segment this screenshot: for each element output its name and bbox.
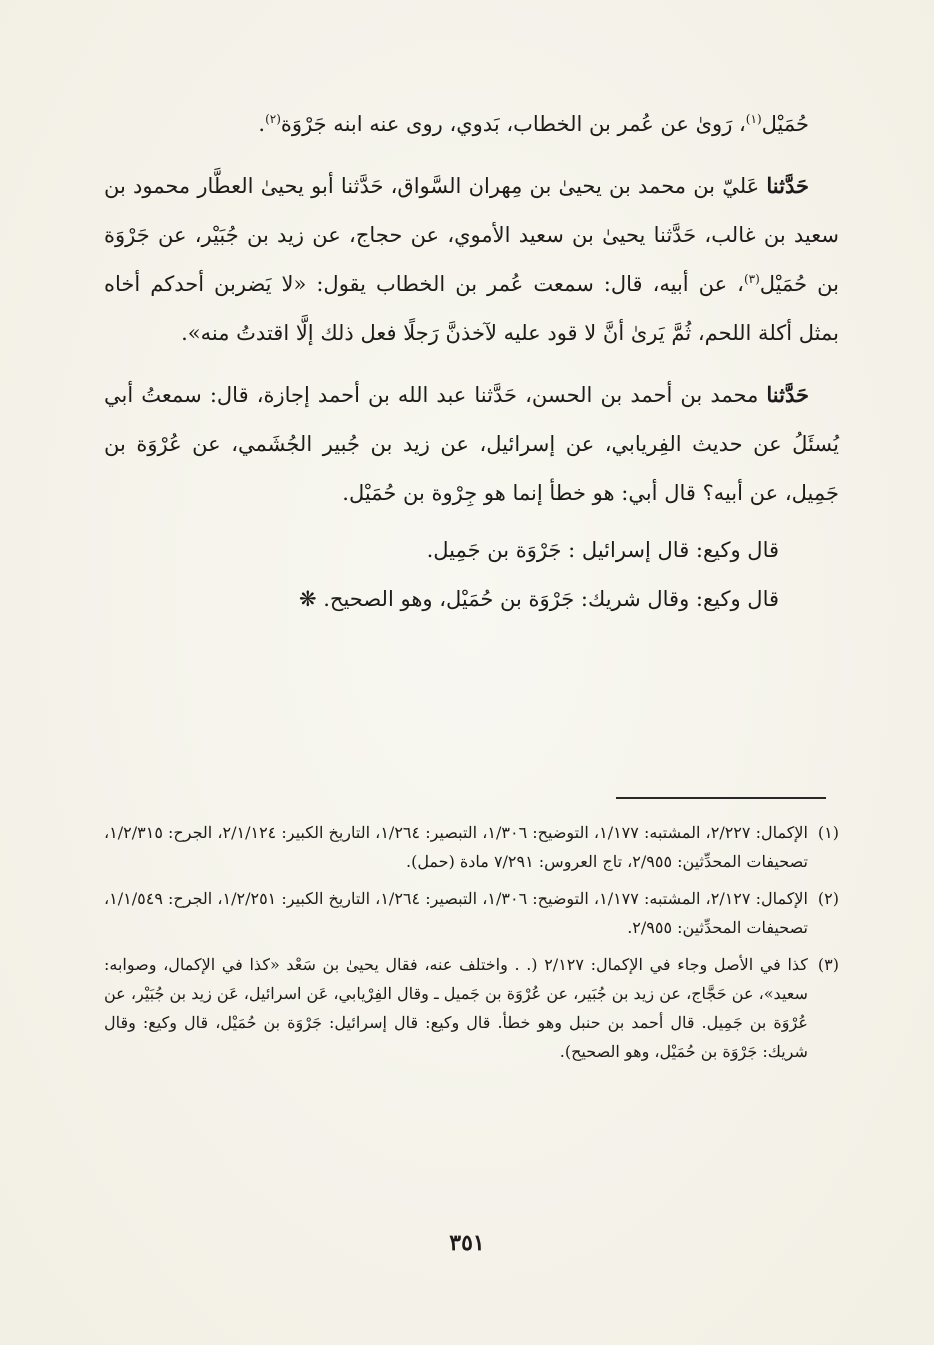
footnote-ref-3[interactable]: (٣) xyxy=(743,272,760,286)
footnote-ref-1[interactable]: (١) xyxy=(745,112,762,126)
quote-line-2: قال وكيع: وقال شريك: جَرْوَة بن حُمَيْل، وهو الصحيح. ❋ xyxy=(298,587,779,611)
paragraph-3 xyxy=(104,370,839,518)
page-number: ٣٥١ xyxy=(449,1230,485,1256)
paragraph-1 xyxy=(104,100,839,149)
paragraph-2 xyxy=(104,161,839,358)
footnote-2 xyxy=(104,884,839,942)
footnote-1-number: (١) xyxy=(817,823,839,842)
footnote-3 xyxy=(104,950,839,1066)
paragraph-1-segment-1: حُمَيْل xyxy=(761,112,809,136)
footnote-1 xyxy=(104,818,839,876)
paragraph-1-segment-2: ، رَوىٰ عن عُمر بن الخطاب، بَدوي، روى عنه ابنه جَرْوَة xyxy=(280,112,746,136)
paragraph-2-opening-word: حَدَّثنا xyxy=(766,173,809,198)
paragraph-2-segment-2: ، عن أبيه، قال: سمعت عُمر بن الخطاب يقول: «لا يَضربن أحدكم أخاه بمثل أكلة اللحم، ثُمَّ يَرىٰ أنَّ لا قود عليه لآخذنَّ رَجلًا فعل ذلك إلَّا اقتدتُ منه». xyxy=(104,272,839,345)
footnote-ref-2[interactable]: (٢) xyxy=(265,112,281,126)
paragraph-3-segment-1: محمد بن أحمد بن الحسن، حَدَّثنا عبد الله بن أحمد إجازة، قال: سمعتُ أبي يُسئَلُ عن حديث الفِريابي، عن إسرائيل، عن زيد بن جُبير الجُشَمي، عن عُرْوَة بن جَمِيل، عن أبيه؟ قال أبي: هو خطأ إنما هو جِرْوة بن حُمَيْل. xyxy=(104,383,839,505)
quote-line-1: قال وكيع: قال إسرائيل : جَرْوَة بن جَمِيل. xyxy=(426,538,779,562)
paragraph-2-segment-1: عَليّ بن محمد بن يحيىٰ بن مِهران السَّواق، حَدَّثنا أبو يحيىٰ العطَّار محمود بن سعيد بن غالب، حَدَّثنا يحيىٰ بن سعيد الأموي، عن حجاج، عن زيد بن جُبَيْر، عن جَرْوَة بن حُمَيْل xyxy=(104,174,839,296)
footnote-2-text: الإكمال: ٢/١٢٧، المشتبه: ١/١٧٧، التوضيح: ١/٣٠٦، التبصير: ١/٢٦٤، التاريخ الكبير: ١/٢/٢٥١، الجرح: ١/١/٥٤٩، تصحيفات المحدِّثين: ٢/٩٥٥. xyxy=(104,889,808,937)
paragraph-1-segment-3: . xyxy=(258,112,266,136)
footnote-3-text: كذا في الأصل وجاء في الإكمال: ٢/١٢٧ (. . واختلف عنه، فقال يحيىٰ بن سَعْد «كذا في الإكمال، وصوابه: سعيد»، عن حَجَّاج، عن زيد بن جُبَير، عن عُرْوَة بن جَميل ـ وقال الفِرْيابي، عَن اسرائيل، عَن زيد بن جُبَيْر، عن عُرْوَة بن جَمِيل. قال أحمد بن حنبل وهو خطأ. قال وكيع: قال إسرائيل: جَرْوَة بن حُمَيْل، قال وكيع: وقال شريك: جَرْوَة بن حُمَيْل، وهو الصحيح). xyxy=(104,955,808,1061)
main-text xyxy=(104,100,839,624)
footnote-1-text: الإكمال: ٢/٢٢٧، المشتبه: ١/١٧٧، التوضيح: ١/٣٠٦، التبصير: ١/٢٦٤، التاريخ الكبير: ٢/١/١٢٤، الجرح: ١/٢/٣١٥، تصحيفات المحدِّثين: ٢/٩٥٥، تاج العروس: ٧/٢٩١ مادة (حمل). xyxy=(104,823,808,871)
paragraph-3-opening-word: حَدَّثنا xyxy=(766,382,809,407)
footnote-divider xyxy=(616,797,826,799)
footnote-3-number: (٣) xyxy=(817,955,839,974)
footnotes-section xyxy=(104,818,839,1074)
footnote-2-number: (٢) xyxy=(817,889,839,908)
